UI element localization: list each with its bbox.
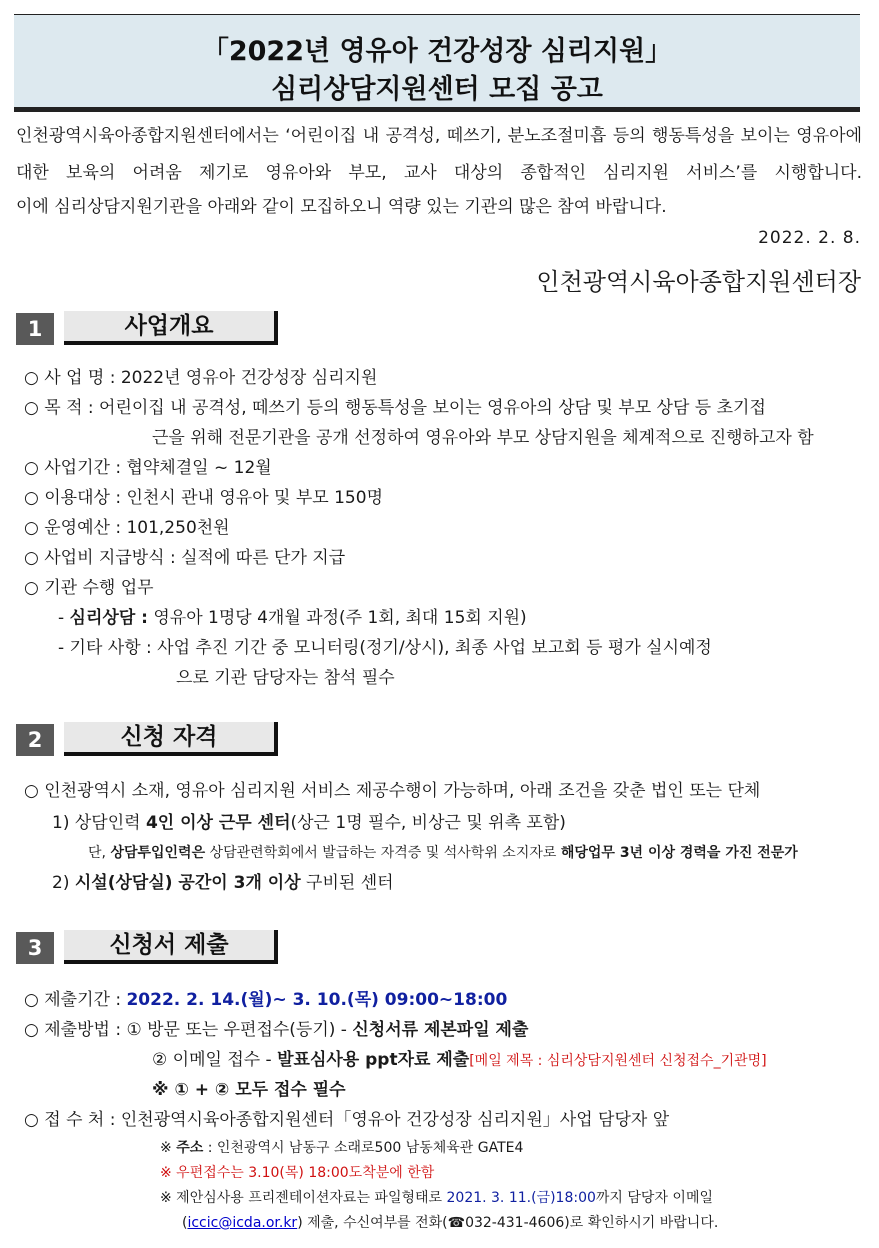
method-label: ○ 제출방법 : ① 방문 또는 우편접수(등기) - — [24, 1020, 353, 1040]
s3-ppt — [160, 1187, 713, 1207]
section-2-title: 신청 자격 — [64, 722, 278, 756]
s1-purpose-1: ○ 목 적 : 어린이집 내 공격성, 떼쓰기 등의 행동특성을 보이는 영유아의 상담 및 부모 상담 등 초기접 — [24, 398, 766, 418]
note-bold-2: 해당업무 3년 이상 경력을 가진 전문가 — [560, 845, 798, 861]
c2-bold: 시설(상담실) 공간이 3개 이상 — [74, 873, 301, 893]
section-3-title: 신청서 제출 — [64, 930, 278, 964]
s2-main: ○ 인천광역시 소재, 영유아 심리지원 서비스 제공수행이 가능하며, 아래 조건을 갖춘 법인 또는 단체 — [24, 781, 761, 801]
ppt-pre: ※ 제안심사용 프리젠테이션자료는 파일형태로 — [160, 1190, 447, 1206]
s1-budget: ○ 운영예산 : 101,250천원 — [24, 518, 230, 538]
email-link[interactable]: iccic@icda.or.kr — [187, 1215, 298, 1231]
method1-bold: 신청서류 제본파일 제출 — [352, 1020, 529, 1040]
method2-pre: ② 이메일 접수 - — [152, 1050, 278, 1070]
section-1-title: 사업개요 — [64, 311, 278, 345]
email-open: ( — [182, 1215, 188, 1231]
ppt-post: 까지 담당자 이메일 — [595, 1190, 713, 1206]
s3-address — [160, 1137, 523, 1157]
c1-pre: 1) 상담인력 — [52, 813, 146, 833]
title-line-2: 심리상담지원센터 모집 공고 — [271, 74, 603, 105]
s2-condition-1 — [52, 808, 566, 833]
s3-method-1 — [24, 1015, 528, 1040]
title-banner — [14, 14, 860, 112]
s1-duty: ○ 기관 수행 업무 — [24, 578, 154, 598]
note-bold-1: 상담투입인력은 — [110, 845, 206, 861]
intro-paragraph: 인천광역시육아종합지원센터에서는 ‘어린이집 내 공격성, 떼쓰기, 분노조절미흡 등의 행동특성을 보이는 영유아에 대한 보육의 어려움 제기로 영유아와 부모, 교사 대상의 종합적인 심리지원 서비스’를 시행합니다. — [16, 126, 862, 183]
s1-target: ○ 이용대상 : 인천시 관내 영유아 및 부모 150명 — [24, 488, 383, 508]
note-mid: 상담관련학회에서 발급하는 자격증 및 석사학위 소지자로 — [205, 845, 561, 861]
c2-post: 구비된 센터 — [300, 873, 394, 893]
s1-purpose-2: 근을 위해 전문기관을 공개 선정하여 영유아와 부모 상담지원을 체계적으로 진행하고자 함 — [152, 428, 814, 448]
section-3-number: 3 — [16, 932, 54, 964]
s1-period: ○ 사업기간 : 협약체결일 ~ 12월 — [24, 458, 272, 478]
c1-post: (상근 1명 필수, 비상근 및 위촉 포함) — [290, 813, 566, 833]
signature: 인천광역시육아종합지원센터장 — [536, 268, 861, 296]
s1-duty-etc-1: - 기타 사항 : 사업 추진 기간 중 모니터링(정기/상시), 최종 사업 보고회 등 평가 실시예정 — [58, 638, 712, 658]
period-label: ○ 제출기간 : — [24, 990, 127, 1010]
title-line-1: 「2022년 영유아 건강성장 심리지원」 — [201, 36, 673, 67]
method2-note: [메일 제목 : 심리상담지원센터 신청접수_기관명] — [469, 1053, 767, 1069]
s1-payment: ○ 사업비 지급방식 : 실적에 따른 단가 지급 — [24, 548, 346, 568]
s3-recv: ○ 접 수 처 : 인천광역시육아종합지원센터「영유아 건강성장 심리지원」사업 담당자 앞 — [24, 1110, 670, 1130]
c2-pre: 2) — [52, 873, 75, 893]
ppt-date: 2021. 3. 11.(금)18:00 — [446, 1190, 596, 1206]
section-2-number: 2 — [16, 724, 54, 756]
s3-both: ※ ① + ② 모두 접수 필수 — [152, 1080, 346, 1100]
email-post: ) 제출, 수신여부를 전화(☎032-431-4606)로 확인하시기 바랍니다. — [297, 1215, 719, 1231]
notice-date: 2022. 2. 8. — [758, 228, 861, 248]
s3-method-2 — [152, 1045, 767, 1070]
s2-condition-2 — [52, 868, 394, 893]
s1-name: ○ 사 업 명 : 2022년 영유아 건강성장 심리지원 — [24, 368, 378, 388]
addr-mark: ※ — [160, 1140, 177, 1156]
note-pre: 단, — [88, 845, 111, 861]
s3-mail-note: ※ 우편접수는 3.10(목) 18:00도착분에 한함 — [160, 1165, 435, 1181]
s1-duty-etc-2: 으로 기관 담당자는 참석 필수 — [176, 668, 395, 688]
s3-period — [24, 985, 507, 1010]
addr-label: 주소 — [176, 1140, 204, 1156]
addr-text: : 인천광역시 남동구 소래로500 남동체육관 GATE4 — [203, 1140, 524, 1156]
period-value: 2022. 2. 14.(월)~ 3. 10.(목) 09:00~18:00 — [126, 990, 508, 1010]
intro-last-line: 이에 심리상담지원기관을 아래와 같이 모집하오니 역량 있는 기관의 많은 참여 바랍니다. — [16, 197, 667, 217]
dash: - — [58, 608, 70, 628]
s1-duty-counsel — [58, 603, 527, 628]
method2-bold: 발표심사용 ppt자료 제출 — [277, 1050, 470, 1070]
counsel-label: 심리상담 : — [69, 608, 148, 628]
counsel-text: 영유아 1명당 4개월 과정(주 1회, 최대 15회 지원) — [147, 608, 527, 628]
section-1-number: 1 — [16, 313, 54, 345]
c1-bold: 4인 이상 근무 센터 — [145, 813, 291, 833]
s3-email — [182, 1212, 718, 1232]
s2-note — [88, 842, 798, 862]
